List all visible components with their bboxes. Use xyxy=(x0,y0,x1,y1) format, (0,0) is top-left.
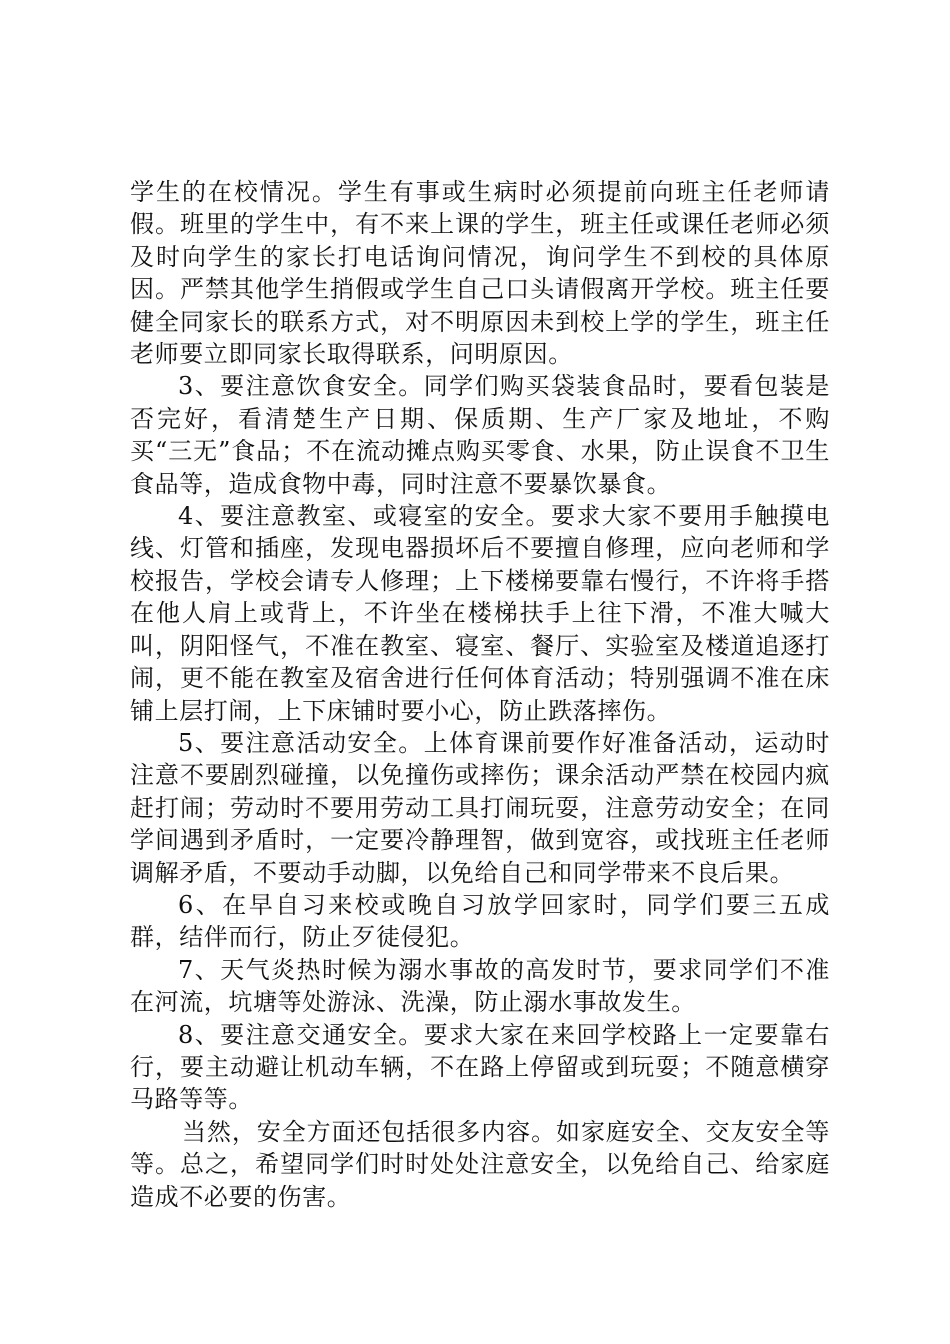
paragraph-classroom-dorm-safety: 4、要注意教室、或寝室的安全。要求大家不要用手触摸电线、灯管和插座，发现电器损坏后不要擅自修理，应向老师和学校报告，学校会请专人修理；上下楼梯要靠右慢行，不许将手搭在他人肩上或背上，不许坐在楼梯扶手上往下滑，不准大喊大叫，阴阳怪气，不准在教室、寝室、餐厅、实验室及楼道追逐打闹，更不能在教室及宿舍进行任何体育活动；特别强调不准在床铺上层打闹，上下床铺时要小心，防止跌落摔伤。 xyxy=(130,502,830,725)
paragraph-conclusion: 当然，安全方面还包括很多内容。如家庭安全、交友安全等等。总之，希望同学们时时处处注意安全，以免给自己、给家庭造成不必要的伤害。 xyxy=(130,1117,830,1211)
paragraph-drowning-prevention: 7、天气炎热时候为溺水事故的高发时节，要求同学们不准在河流，坑塘等处游泳、洗澡，防止溺水事故发生。 xyxy=(130,955,830,1017)
paragraph-food-safety: 3、要注意饮食安全。同学们购买袋装食品时，要看包装是否完好，看清楚生产日期、保质期、生产厂家及地址，不购买“三无”食品；不在流动摊点购买零食、水果，防止误食不卫生食品等，造成食物中毒，同时注意不要暴饮暴食。 xyxy=(130,372,830,498)
document-body xyxy=(130,176,830,1213)
paragraph-commute-safety: 6、在早自习来校或晚自习放学回家时，同学们要三五成群，结伴而行，防止歹徒侵犯。 xyxy=(130,890,830,952)
paragraph-attendance-continued: 学生的在校情况。学生有事或生病时必须提前向班主任老师请假。班里的学生中，有不来上课的学生，班主任或课任老师必须及时向学生的家长打电话询问情况，询问学生不到校的具体原因。严禁其他学生捎假或学生自己口头请假离开学校。班主任要健全同家长的联系方式，对不明原因未到校上学的学生，班主任老师要立即同家长取得联系，问明原因。 xyxy=(130,178,830,369)
paragraph-activity-safety: 5、要注意活动安全。上体育课前要作好准备活动，运动时注意不要剧烈碰撞，以免撞伤或摔伤；课余活动严禁在校园内疯赶打闹；劳动时不要用劳动工具打闹玩耍，注意劳动安全；在同学间遇到矛盾时，一定要冷静理智，做到宽容，或找班主任老师调解矛盾，不要动手动脚，以免给自己和同学带来不良后果。 xyxy=(130,728,830,887)
paragraph-traffic-safety: 8、要注意交通安全。要求大家在来回学校路上一定要靠右行，要主动避让机动车辆，不在路上停留或到玩耍；不随意横穿马路等等。 xyxy=(130,1020,830,1114)
